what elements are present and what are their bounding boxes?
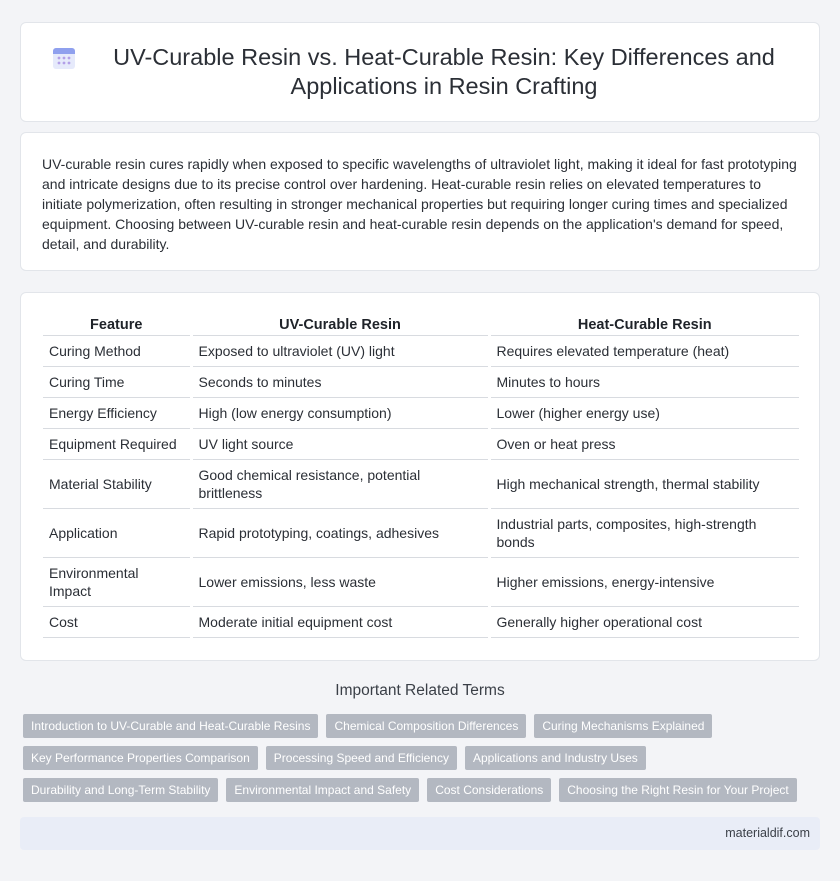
- tag-row: [23, 714, 823, 738]
- uv-cell: Seconds to minutes: [191, 367, 489, 398]
- table-row: [43, 509, 799, 558]
- heat-cell: Minutes to hours: [489, 367, 799, 398]
- feature-cell: Application: [43, 509, 191, 558]
- comparison-table-card: [20, 292, 820, 661]
- site-name[interactable]: materialdif.com: [725, 826, 810, 840]
- feature-cell: Energy Efficiency: [43, 398, 191, 429]
- heat-cell: Oven or heat press: [489, 429, 799, 460]
- intro-paragraph: UV-curable resin cures rapidly when exposed to specific wavelengths of ultraviolet light, making it ideal for fast prototyping and intricate designs due to its precise control over hardening. Heat-curable resin relies on elevated temperatures to initiate polymerization, often resulting in stronger mechanical properties but requiring longer curing times and specialized equipment. Choosing between UV-curable resin and heat-curable resin depends on the application's demand for speed, detail, and durability.: [42, 156, 797, 252]
- header-uv-curable: UV-Curable Resin: [191, 313, 489, 336]
- header-heat-curable: Heat-Curable Resin: [489, 313, 799, 336]
- tag-link[interactable]: Introduction to UV-Curable and Heat-Curable Resins: [23, 714, 318, 738]
- uv-cell: Good chemical resistance, potential brittleness: [191, 460, 489, 509]
- tag-link[interactable]: Curing Mechanisms Explained: [534, 714, 712, 738]
- heat-cell: Generally higher operational cost: [489, 607, 799, 638]
- intro-card: [20, 132, 820, 271]
- feature-cell: Material Stability: [43, 460, 191, 509]
- comparison-table: [43, 313, 799, 638]
- page-title: UV-Curable Resin vs. Heat-Curable Resin: Key Differences and Applications in Resin Crafting: [113, 44, 775, 99]
- heat-cell: Lower (higher energy use): [489, 398, 799, 429]
- tag-row: [23, 778, 823, 802]
- uv-cell: High (low energy consumption): [191, 398, 489, 429]
- uv-cell: Exposed to ultraviolet (UV) light: [191, 336, 489, 367]
- title-card: [20, 22, 820, 122]
- feature-cell: Cost: [43, 607, 191, 638]
- footer: [20, 817, 820, 850]
- table-row: [43, 398, 799, 429]
- heat-cell: Higher emissions, energy-intensive: [489, 558, 799, 607]
- feature-cell: Equipment Required: [43, 429, 191, 460]
- table-header-row: [43, 313, 799, 336]
- table-row: [43, 607, 799, 638]
- tag-link[interactable]: Cost Considerations: [427, 778, 551, 802]
- feature-cell: Curing Time: [43, 367, 191, 398]
- table-row: [43, 367, 799, 398]
- header-feature: Feature: [43, 313, 191, 336]
- related-terms-tags: [23, 714, 823, 810]
- tag-link[interactable]: Processing Speed and Efficiency: [266, 746, 457, 770]
- heat-cell: Industrial parts, composites, high-strength bonds: [489, 509, 799, 558]
- tag-row: [23, 746, 823, 770]
- tag-link[interactable]: Chemical Composition Differences: [326, 714, 526, 738]
- tag-link[interactable]: Key Performance Properties Comparison: [23, 746, 258, 770]
- tag-link[interactable]: Applications and Industry Uses: [465, 746, 646, 770]
- uv-cell: Moderate initial equipment cost: [191, 607, 489, 638]
- feature-cell: Curing Method: [43, 336, 191, 367]
- table-row: [43, 336, 799, 367]
- heat-cell: Requires elevated temperature (heat): [489, 336, 799, 367]
- table-row: [43, 429, 799, 460]
- feature-cell: Environmental Impact: [43, 558, 191, 607]
- table-row: [43, 558, 799, 607]
- tag-link[interactable]: Durability and Long-Term Stability: [23, 778, 218, 802]
- tag-link[interactable]: Environmental Impact and Safety: [226, 778, 419, 802]
- uv-cell: UV light source: [191, 429, 489, 460]
- heat-cell: High mechanical strength, thermal stability: [489, 460, 799, 509]
- uv-cell: Lower emissions, less waste: [191, 558, 489, 607]
- table-row: [43, 460, 799, 509]
- related-terms-heading: Important Related Terms: [335, 682, 505, 699]
- tag-link[interactable]: Choosing the Right Resin for Your Project: [559, 778, 796, 802]
- uv-cell: Rapid prototyping, coatings, adhesives: [191, 509, 489, 558]
- calendar-icon: [51, 45, 77, 71]
